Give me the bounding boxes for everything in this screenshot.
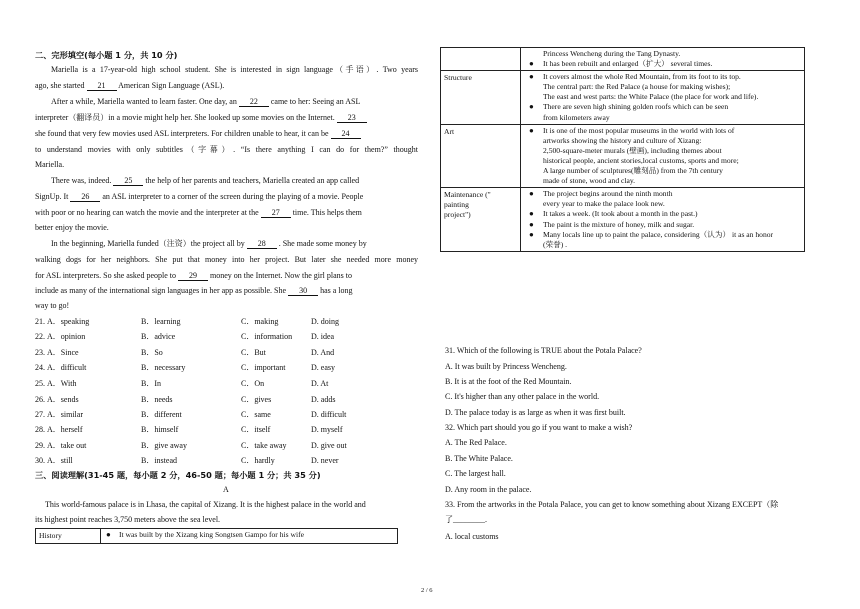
- intro-line: its highest point reaches 3,750 meters above the sea level.: [35, 515, 221, 524]
- answer-choice[interactable]: 了________.: [445, 515, 487, 524]
- question-number: 30.: [35, 456, 45, 465]
- question-stem: 33. From the artworks in the Potala Palace, you can get to know something about Xizang EXCEPT（除: [445, 500, 779, 509]
- option-c[interactable]: C．gives: [241, 395, 272, 404]
- passage-line: way to go!: [35, 301, 70, 310]
- option-c[interactable]: C．important: [241, 363, 286, 372]
- option-c[interactable]: C．On: [241, 379, 265, 388]
- bullet-icon: ●: [529, 209, 534, 219]
- passage-line: for ASL interpreters. So she asked people to 29 money on the Internet. Now the girl plans to: [35, 271, 352, 280]
- section-3-heading: 三、阅读理解(31-45 题，每小题 2 分，46-50 题；每小题 1 分；共 35 分): [35, 470, 321, 480]
- page-number: 2 / 6: [421, 587, 433, 594]
- option-d[interactable]: D. give out: [311, 441, 347, 450]
- option-a[interactable]: A．Since: [47, 348, 79, 357]
- bullet-icon: ●: [529, 189, 534, 199]
- option-c[interactable]: C．But: [241, 348, 266, 357]
- bullet-icon: ●: [529, 125, 534, 135]
- option-b[interactable]: B．So: [141, 348, 163, 357]
- question-number: 29.: [35, 441, 45, 450]
- passage-line: include as many of the international sign languages in her app as possible. She 30 has a long: [35, 286, 353, 295]
- option-b[interactable]: B．different: [141, 410, 182, 419]
- option-a[interactable]: A．difficult: [47, 363, 87, 372]
- bullet-icon: ●: [529, 59, 534, 69]
- option-b[interactable]: B．himself: [141, 425, 179, 434]
- option-b[interactable]: B．learning: [141, 317, 181, 326]
- bullet-icon: ●: [529, 219, 534, 229]
- question-number: 22.: [35, 332, 45, 341]
- option-c[interactable]: C．information: [241, 332, 293, 341]
- answer-choice[interactable]: A. It was built by Princess Wencheng.: [445, 362, 567, 371]
- table-label-structure: Structure: [441, 71, 521, 124]
- answer-choice[interactable]: D. The palace today is as large as when it was first built.: [445, 408, 626, 417]
- history-table-start: History ● It was built by the Xizang king Songtsen Gampo for his wife: [35, 528, 398, 544]
- blank-25[interactable]: 25: [113, 177, 143, 186]
- option-b[interactable]: B．needs: [141, 395, 173, 404]
- option-d[interactable]: D. adds: [311, 395, 336, 404]
- option-d[interactable]: D. difficult: [311, 410, 347, 419]
- passage-label: A: [223, 485, 229, 494]
- option-a[interactable]: A．similar: [47, 410, 83, 419]
- passage-line: In the beginning, Mariella funded（注资）the project all by 28 . She made some money by: [51, 239, 367, 248]
- answer-choice[interactable]: D. Any room in the palace.: [445, 485, 532, 494]
- option-a[interactable]: A．herself: [47, 425, 83, 434]
- passage-line: Mariella is a 17-year-old high school student. She is interested in sign language（手语）. Two years: [51, 65, 418, 74]
- passage-line: interpreter（翻译员）in a movie might help her. She looked up some movies on the Internet. 23: [35, 113, 367, 123]
- table-label-art: Art: [441, 124, 521, 188]
- option-a[interactable]: A．opinion: [47, 332, 86, 341]
- option-c[interactable]: C．same: [241, 410, 271, 419]
- option-a[interactable]: A．sends: [47, 395, 79, 404]
- intro-line: This world-famous palace is in Lhasa, the capital of Xizang. It is the highest palace in the world and: [45, 500, 366, 509]
- question-number: 26.: [35, 395, 45, 404]
- option-c[interactable]: C．take away: [241, 441, 287, 450]
- option-b[interactable]: B．necessary: [141, 363, 186, 372]
- blank-28[interactable]: 28: [247, 240, 277, 249]
- option-d[interactable]: D. idea: [311, 332, 335, 341]
- question-number: 24.: [35, 363, 45, 372]
- passage-line: ago, she started 21 American Sign Language (ASL).: [35, 81, 225, 90]
- question-number: 25.: [35, 379, 45, 388]
- option-a[interactable]: A．take out: [47, 441, 87, 450]
- question-stem: 31. Which of the following is TRUE about the Potala Palace?: [445, 346, 642, 355]
- option-a[interactable]: A．speaking: [47, 317, 90, 326]
- answer-choice[interactable]: C. It's higher than any other palace in the world.: [445, 392, 600, 401]
- option-d[interactable]: D. At: [311, 379, 329, 388]
- answer-choice[interactable]: A. local customs: [445, 532, 499, 541]
- bullet-icon: ●: [529, 102, 534, 112]
- blank-29[interactable]: 29: [178, 272, 208, 281]
- passage-line: SignUp. It 26 an ASL interpreter to a corner of the screen during the playing of a movie. People: [35, 192, 364, 201]
- blank-23[interactable]: 23: [337, 114, 367, 123]
- option-d[interactable]: D. doing: [311, 317, 339, 326]
- blank-30[interactable]: 30: [288, 287, 318, 296]
- question-number: 28.: [35, 425, 45, 434]
- bullet-icon: ●: [529, 72, 534, 82]
- palace-info-table: Princess Wencheng during the Tang Dynasty. ● It has been rebuilt and enlarged（扩大） several times. Structure ● It covers almost the whole Red Mountain, from its foot to its top. The central part: the Red Palace (a house for making wishes); The east and west parts: the White Palace (the place for work and life). ● There are seven high shining golden roofs which can be seen from kilometers away Art ● It is one of the most popular museums in the world with lots of artworks showing the history and culture of Xizang: 2,500-square-meter murals (壁画), including themes about historical people, ancient stories,local customs, sports and more; A large number of sculptures(雕刻品) from the 7th century made of stone, wood and clay. Maintenance (" painting project") ● The project begins around the ninth month every year to make the palace look new. ● It takes a week. (It took about a month in the past.) ● The paint is the mixture of honey, milk and sugar. ● Many locals line up to paint the palace, considering（认为） it as an honor (荣誉) .: [440, 47, 805, 252]
- table-label-history: History: [36, 529, 101, 544]
- question-number: 21.: [35, 317, 45, 326]
- option-b[interactable]: B．instead: [141, 456, 177, 465]
- passage-line: Mariella.: [35, 160, 65, 169]
- passage-line: There was, indeed. 25 the help of her parents and teachers, Mariella created an app called: [51, 176, 360, 185]
- option-b[interactable]: B．advice: [141, 332, 176, 341]
- option-d[interactable]: D. never: [311, 456, 339, 465]
- option-a[interactable]: A．With: [47, 379, 77, 388]
- passage-line: she found that very few movies used ASL interpreters. For children unable to hear, it can be 24: [35, 129, 361, 139]
- passage-line: better enjoy the movie.: [35, 223, 109, 232]
- passage-line: to understand movies with only subtitles（字幕）. “Is there anything I can do for them?” thought: [35, 145, 418, 154]
- option-c[interactable]: C．hardly: [241, 456, 275, 465]
- blank-27[interactable]: 27: [261, 209, 291, 218]
- passage-line: After a while, Mariella wanted to learn faster. One day, an 22 came to her: Seeing an ASL: [51, 97, 361, 106]
- section-2-heading: 二、完形填空(每小题 1 分，共 10 分): [35, 50, 178, 60]
- bullet-icon: ●: [106, 530, 111, 539]
- option-d[interactable]: D. And: [311, 348, 335, 357]
- blank-22[interactable]: 22: [239, 98, 269, 107]
- option-b[interactable]: B．In: [141, 379, 161, 388]
- table-text: Princess Wencheng during the Tang Dynasty.: [543, 49, 681, 58]
- answer-choice[interactable]: A. The Red Palace.: [445, 438, 507, 447]
- bullet-icon: ●: [529, 229, 534, 239]
- answer-choice[interactable]: C. The largest hall.: [445, 469, 506, 478]
- answer-choice[interactable]: B. It is at the foot of the Red Mountain.: [445, 377, 572, 386]
- option-d[interactable]: D. myself: [311, 425, 343, 434]
- question-number: 23.: [35, 348, 45, 357]
- question-stem: 32. Which part should you go if you want to make a wish?: [445, 423, 633, 432]
- option-c[interactable]: C．itself: [241, 425, 271, 434]
- option-d[interactable]: D. easy: [311, 363, 335, 372]
- table-label-maintenance: Maintenance (" painting project"): [441, 188, 521, 252]
- blank-26[interactable]: 26: [70, 193, 100, 202]
- blank-21[interactable]: 21: [87, 82, 117, 91]
- option-c[interactable]: C．making: [241, 317, 279, 326]
- option-a[interactable]: A．still: [47, 456, 73, 465]
- blank-24[interactable]: 24: [331, 130, 361, 139]
- passage-line: walking dogs for her neighbors. She put that money into her project. But later she needed more money: [35, 255, 418, 264]
- answer-choice[interactable]: B. The White Palace.: [445, 454, 513, 463]
- passage-line: with poor or no hearing can watch the movie and the interpreter at the 27 time. This helps them: [35, 208, 362, 217]
- question-number: 27.: [35, 410, 45, 419]
- option-b[interactable]: B．give away: [141, 441, 187, 450]
